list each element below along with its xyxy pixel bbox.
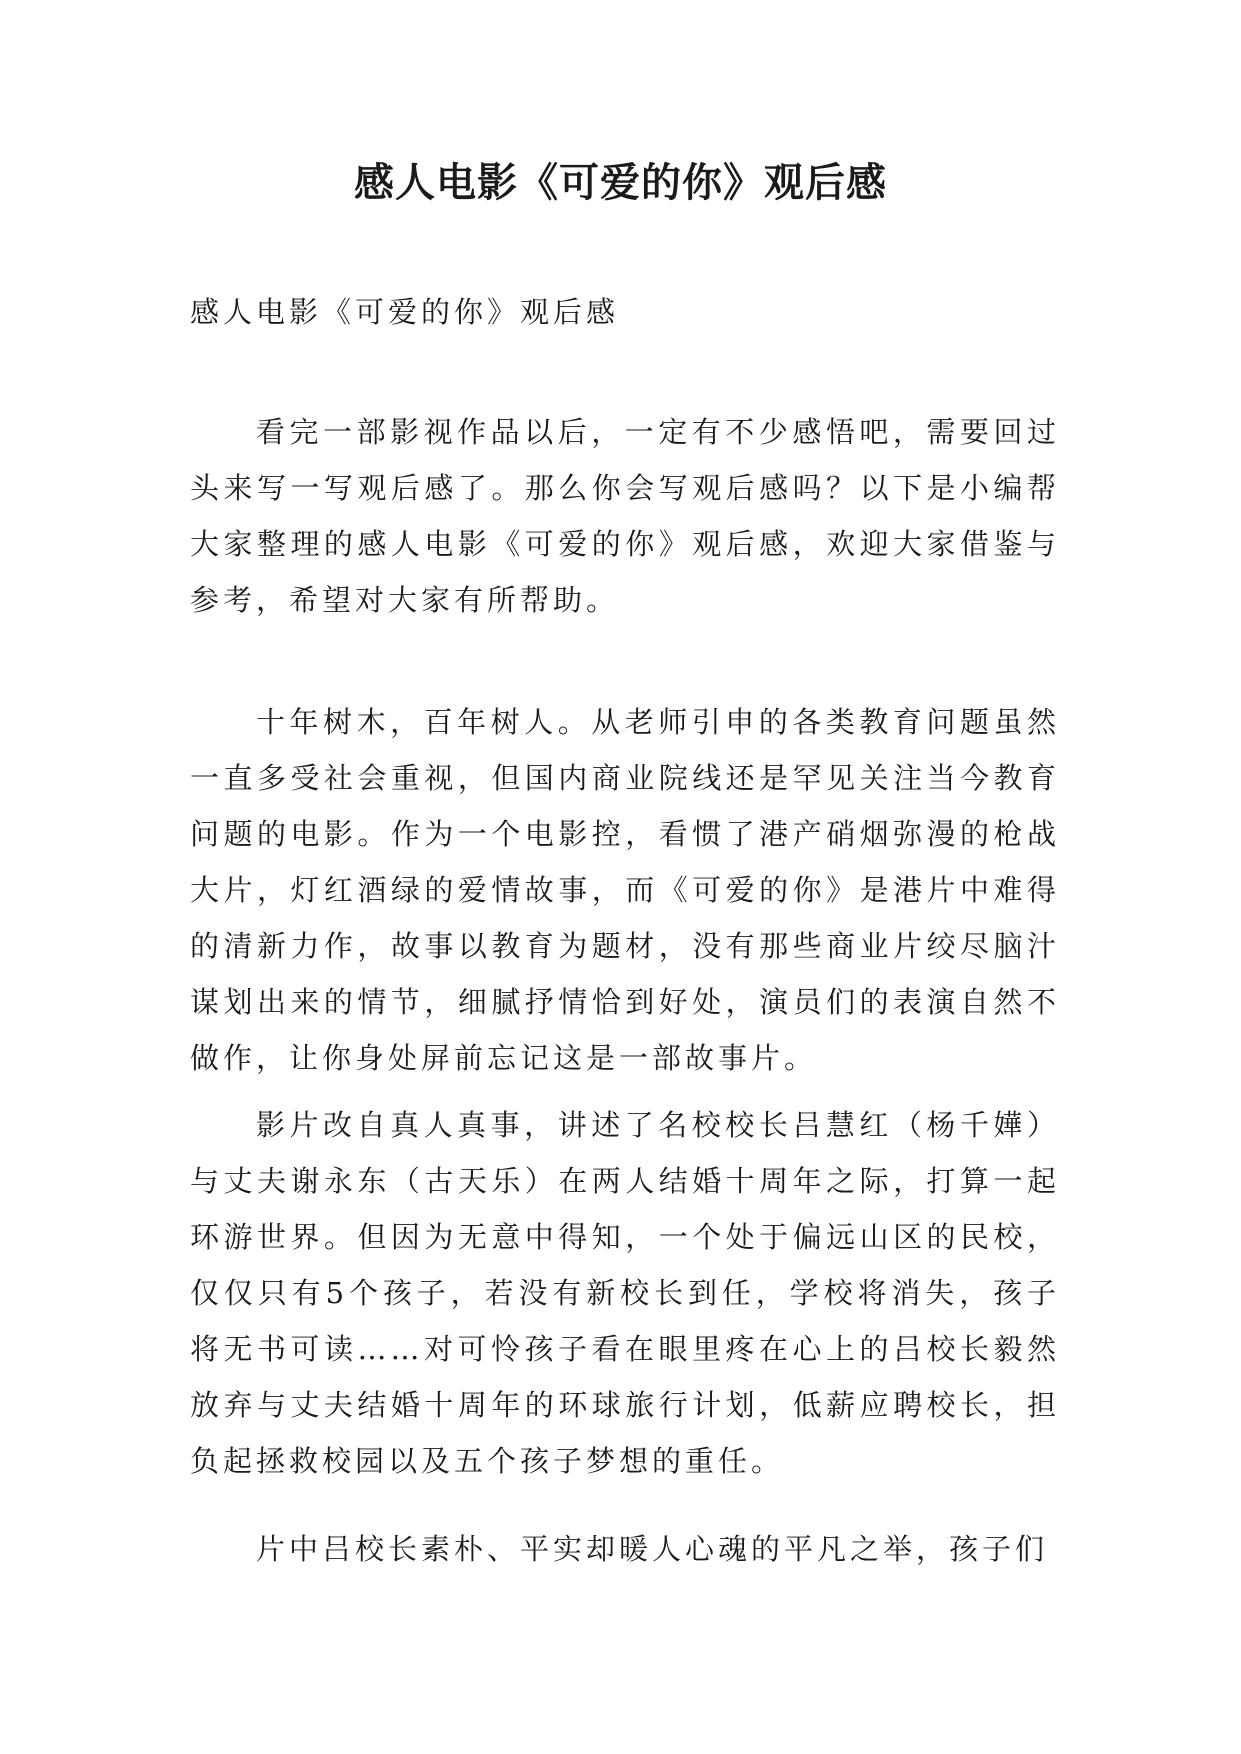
paragraph-review-opening: 十年树木，百年树人。从老师引申的各类教育问题虽然一直多受社会重视，但国内商业院线还是罕见关注当今教育问题的电影。作为一个电影控，看惯了港产硝烟弥漫的枪战大片，灯红酒绿的爱情故事，而《可爱的你》是港片中难得的清新力作，故事以教育为题材，没有那些商业片绞尽脑汁谋划出来的情节，细腻抒情恰到好处，演员们的表演自然不做作，让你身处屏前忘记这是一部故事片。	[190, 705, 1060, 1075]
document-subtitle: 感人电影《可爱的你》观后感	[190, 295, 620, 329]
paragraph-intro: 看完一部影视作品以后，一定有不少感悟吧，需要回过头来写一写观后感了。那么你会写观后感吗？以下是小编帮大家整理的感人电影《可爱的你》观后感，欢迎大家借鉴与参考，希望对大家有所帮助。	[190, 415, 1060, 617]
paragraph-closing: 片中吕校长素朴、平实却暖人心魂的平凡之举，孩子们	[256, 1532, 1049, 1566]
paragraph-plot-summary: 影片改自真人真事，讲述了名校校长吕慧红（杨千嬅）与丈夫谢永东（古天乐）在两人结婚十周年之际，打算一起环游世界。但因为无意中得知，一个处于偏远山区的民校，仅仅只有5个孩子，若没有新校长到任，学校将消失，孩子将无书可读……对可怜孩子看在眼里疼在心上的吕校长毅然放弃与丈夫结婚十周年的环球旅行计划，低薪应聘校长，担负起拯救校园以及五个孩子梦想的重任。	[190, 1108, 1060, 1478]
page-title: 感人电影《可爱的你》观后感	[354, 160, 887, 206]
